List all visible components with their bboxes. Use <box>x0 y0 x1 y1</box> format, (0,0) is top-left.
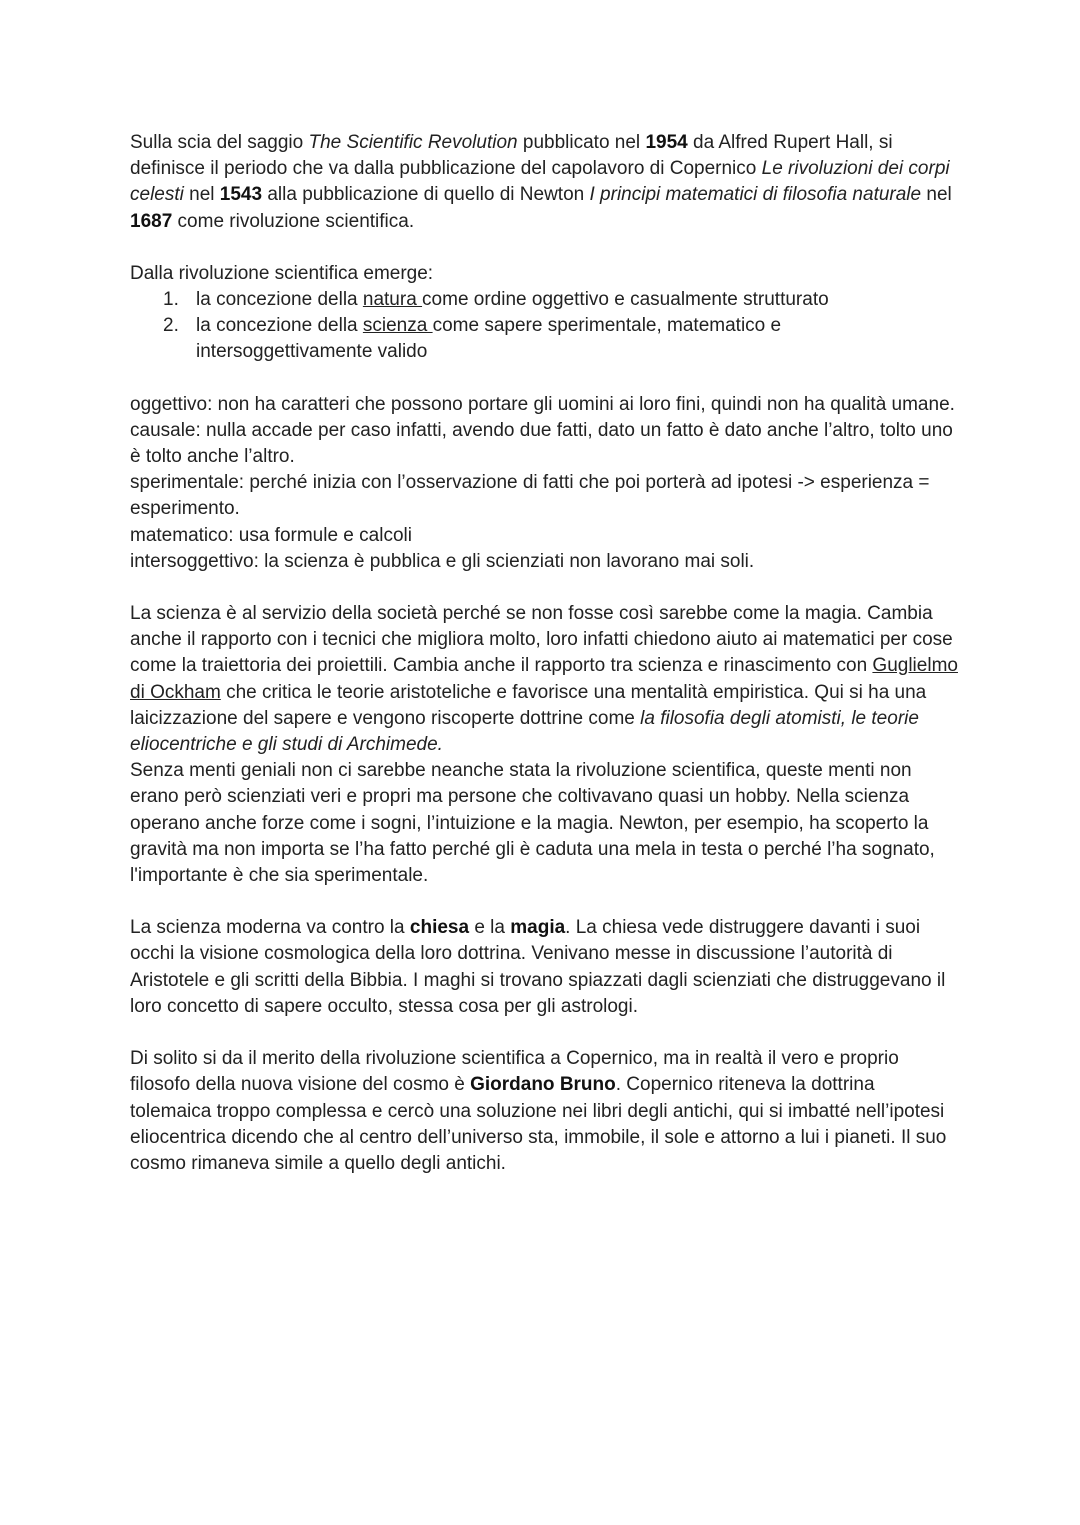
book-title-scientific-revolution: The Scientific Revolution <box>308 132 518 153</box>
copernico-bruno-paragraph: Di solito si da il merito della rivoluzione scientifica a Copernico, ma in realtà il vero e proprio filosofo della nuova visione del cosmo è Giordano Bruno. Copernico riteneva la dottrina tolemaica troppo complessa e cercò una soluzione nei libri degli antichi, qui si imbatté nell’ipotesi eliocentrica dicendo che al centro dell’universo sta, immobile, il sole e attorno a lui i pianeti. Il suo cosmo rimaneva simile a quello degli antichi. <box>130 1048 947 1174</box>
year-1954: 1954 <box>645 132 688 153</box>
emerging-concepts-list <box>130 287 960 366</box>
list-number: 1. <box>163 289 179 311</box>
church-magic-paragraph: La scienza moderna va contro la chiesa e la magia. La chiesa vede distruggere davanti i suoi occhi la visione cosmologica della loro dottrina. Venivano messe in discussione l’autorità di Aristotele e gli scritti della Bibbia. I maghi si trovano spiazzati dagli scienziati che distruggevano il loro concetto di sapere occulto, stessa cosa per gli astrologi. <box>130 917 946 1017</box>
book-title-newton: I principi matematici di filosofia naturale <box>589 184 922 206</box>
year-1543: 1543 <box>219 184 263 206</box>
year-1687: 1687 <box>130 210 173 232</box>
science-society-paragraph: La scienza è al servizio della società perché se non fosse così sarebbe come la magia. Cambia anche il rapporto con i tecnici che migliora molto, loro infatti chiedono aiuto ai matematici per cose come la traiettoria dei proiettili. Cambia anche il rapporto tra scienza e rinascimento con Guglielmo di Ockham che critica le teorie aristoteliche e favorisce una mentalità empiristica. Qui si ha una laicizzazione del sapere e vengono riscoperte dottrine come la filosofia degli atomisti, le teorie eliocentriche e gli studi di Archimede. <box>130 603 958 756</box>
list-item: 1. la concezione della natura come ordine oggettivo e casualmente strutturato <box>130 287 960 313</box>
definition-oggettivo: oggettivo: non ha caratteri che possono portare gli uomini ai loro fini, quindi non ha qualità umane. <box>130 393 955 415</box>
list-number: 2. <box>163 315 179 337</box>
intro-paragraph: Sulla scia del saggio The Scientific Revolution pubblicato nel 1954 da Alfred Rupert Hall, si definisce il periodo che va dalla pubblicazione del capolavoro di Copernico Le rivoluzioni dei corpi celesti nel 1543 alla pubblicazione di quello di Newton I principi matematici di filosofia naturale nel 1687 come rivoluzione scientifica. <box>130 132 952 232</box>
genius-minds-paragraph: Senza menti geniali non ci sarebbe neanche stata la rivoluzione scientifica, queste menti non erano però scienziati veri e propri ma persone che coltivavano quasi un hobby. Nella scienza operano anche forze come i sogni, l’intuizione e la magia. Newton, per esempio, ha scoperto la gravità ma non importa se l’ha fatto perché gli è caduta una mela in testa o perché l’ha sognato, l'importante è che sia sperimentale. <box>130 760 935 887</box>
list-item: 2. la concezione della scienza come sapere sperimentale, matematico e intersoggettivamente valido <box>163 315 782 363</box>
book-title-copernico: Le rivoluzioni dei corpi celesti <box>130 158 950 206</box>
term-chiesa: chiesa <box>409 917 470 939</box>
term-natura: natura <box>362 289 423 311</box>
list-intro: Dalla rivoluzione scientifica emerge: <box>130 262 434 284</box>
definition-sperimentale: sperimentale: perché inizia con l’osservazione di fatti che poi porterà ad ipotesi -> esperienza = esperimento. <box>130 472 930 520</box>
term-magia: magia <box>510 917 566 939</box>
definition-intersoggettivo: intersoggettivo: la scienza è pubblica e gli scienziati non lavorano mai soli. <box>130 550 755 572</box>
name-giordano-bruno: Giordano Bruno <box>470 1074 616 1096</box>
definition-causale: causale: nulla accade per caso infatti, avendo due fatti, dato un fatto è dato anche l’altro, tolto uno è tolto anche l’altro. <box>130 419 953 468</box>
definition-matematico: matematico: usa formule e calcoli <box>130 524 412 546</box>
link-guglielmo-di-ockham: Guglielmo di Ockham <box>130 655 958 703</box>
term-scienza: scienza <box>362 315 433 337</box>
definitions-block <box>130 392 960 575</box>
rediscovered-doctrines: la filosofia degli atomisti, le teorie eliocentriche e gli studi di Archimede. <box>130 707 919 756</box>
document-page <box>130 130 960 1177</box>
